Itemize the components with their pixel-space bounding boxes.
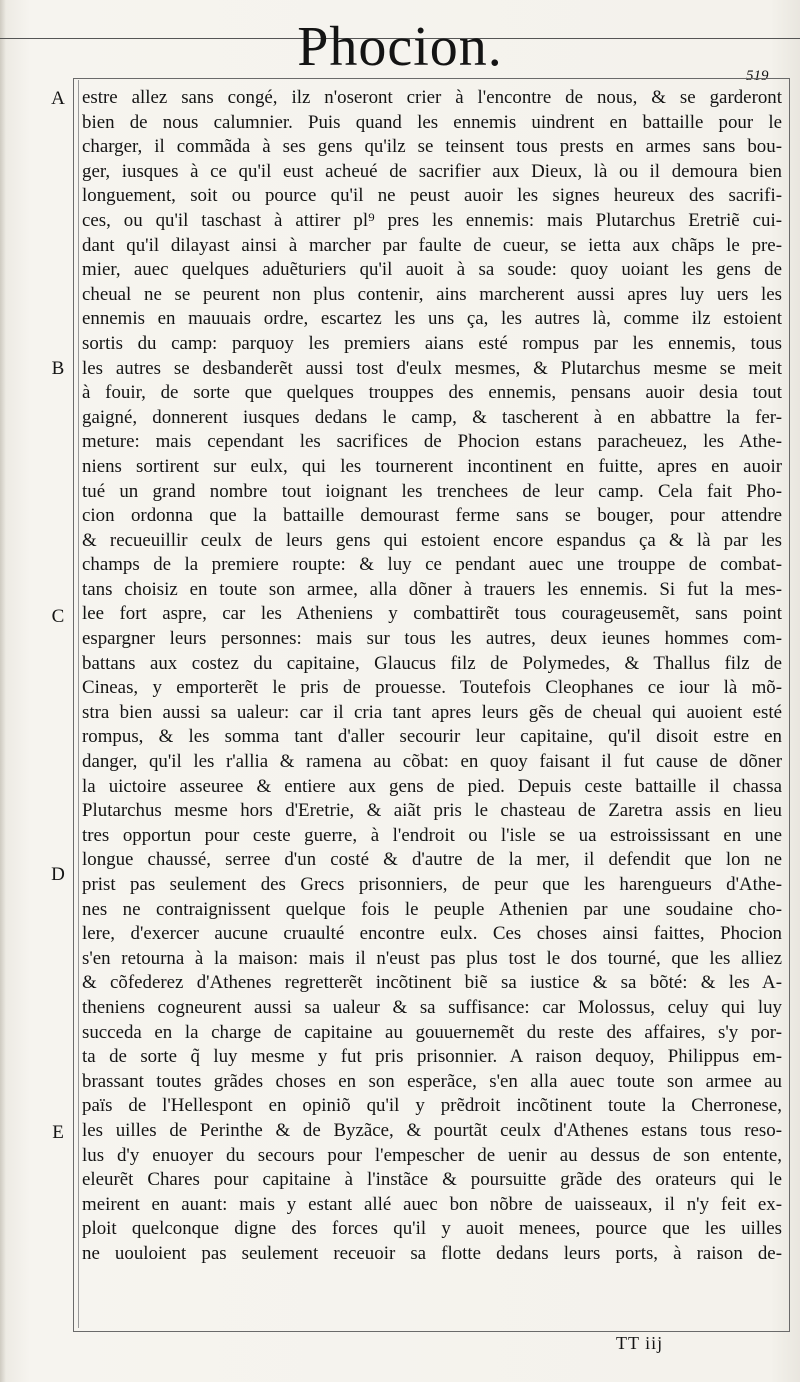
text-line: les uilles de Perinthe & de Byzãce, & pourtãt ceulx d'Athenes estans tous reso- <box>82 1119 782 1141</box>
text-line: meirent en auant: mais y estant allé auec bon nõbre de uaisseaux, il n'y feit ex- <box>82 1193 782 1215</box>
text-line: longue chaussé, serree d'un costé & d'autre de la mer, il defendit que lon ne <box>82 849 782 871</box>
text-line: la uictoire asseuree & entiere aux gens de pied. Depuis ceste battaille il chassa <box>82 775 782 797</box>
marginal-letter-a: A <box>51 88 65 109</box>
marginal-letter-e: E <box>52 1122 64 1143</box>
text-line: cheual ne se peurent non plus contenir, ains marcherent aussi apres luy uers les <box>82 283 782 305</box>
text-line: à fouir, de sorte que quelques trouppes des ennemis, pensans auoir desia tout <box>82 382 782 404</box>
text-line: charger, il commãda à ses gens qu'ilz se teinsent tous prests en armes sans bou- <box>82 136 782 158</box>
marginal-letter-d: D <box>51 864 65 885</box>
text-line: cion ordonna que la battaille demourast ferme sans se bouger, pour attendre <box>82 505 782 527</box>
text-line: lee fort aspre, car les Atheniens y combattirẽt tous courageusemẽt, sans point <box>82 603 782 625</box>
text-line: mier, auec quelques aduẽturiers qu'il auoit à sa soude: quoy uoiant les gens de <box>82 259 782 281</box>
text-line: brassant toutes grãdes choses en son esperãce, s'en alla auec toute son armee au <box>82 1070 782 1092</box>
text-line: estre allez sans congé, ilz n'oseront crier à l'encontre de nous, & se garderont <box>82 87 782 108</box>
text-line: ennemis en mauuais ordre, escartez les uns ça, les autres là, comme ilz estoient <box>82 308 782 330</box>
text-line: sortis du camp: parquoy les premiers aians esté rompus par les ennemis, tous <box>82 332 782 354</box>
text-line: espargner leurs personnes: mais sur tous les autres, deux ieunes hommes com- <box>82 628 782 650</box>
text-line: tres opportun pour ceste guerre, à l'endroit ou l'isle se ua estroississant en une <box>82 824 782 846</box>
page-number: 519 <box>746 68 769 84</box>
text-line: ta de sorte q̃ luy mesme y fut pris prisonnier. A raison dequoy, Philippus em- <box>82 1046 782 1068</box>
text-line: dant qu'il dilayast ainsi à marcher par faulte de cueur, se ietta aux chãps le pre- <box>82 234 782 256</box>
marginal-letter-b: B <box>51 358 65 379</box>
text-line: rompus, & les somma tant d'aller secourir leur capitaine, qu'il disoit estre en <box>82 726 782 748</box>
text-line: les autres se desbanderẽt aussi tost d'eulx mesmes, & Plutarchus mesme se meit <box>82 357 782 379</box>
text-line: ploit quelconque digne des forces qu'il y auoit menees, pource que les uilles <box>82 1218 782 1240</box>
text-line: eleurẽt Chares pour capitaine à l'instãce & poursuitte grãde des orateurs qui le <box>82 1169 782 1191</box>
scan-edge-shadow <box>0 0 6 1382</box>
text-line: champs de la premiere roupte: & luy ce pendant auec une trouppe de combat- <box>82 554 782 576</box>
text-line: succeda en la charge de capitaine au gouuernemẽt du reste des affaires, s'y por- <box>82 1021 782 1043</box>
marginal-letter-c: C <box>51 606 65 627</box>
text-line: Cineas, y emporterẽt le pris de prouesse. Toutefois Cleophanes ce iour là mõ- <box>82 677 782 699</box>
text-line: s'en retourna à la maison: mais il n'eust pas plus tost le dos tourné, que les alliez <box>82 947 782 969</box>
text-line: meture: mais cependant les sacrifices de Phocion estans paracheuez, les Athe- <box>82 431 782 453</box>
text-line: bien de nous calumnier. Puis quand les ennemis uindrent en battaille pour le <box>82 111 782 133</box>
text-line: tué un grand nombre tout ioignant les trenchees de leur camp. Cela fait Pho- <box>82 480 782 502</box>
text-line: danger, qu'il les r'allia & ramena au cõbat: en quoy faisant il fut cause de dõner <box>82 751 782 773</box>
text-line: stra bien aussi sa ualeur: car il cria tant apres leurs gẽs de cheual qui auoient esté <box>82 701 782 723</box>
text-line: lere, d'exercer aucune cruaulté encontre eulx. Ces choses ainsi faittes, Phocion <box>82 923 782 945</box>
text-line: prist pas seulement des Grecs prisonniers, de peur que les harengueurs d'Athe- <box>82 874 782 895</box>
text-line: ne uouloient pas seulement receuoir sa flotte dedans leurs ports, à raison de- <box>82 1242 782 1264</box>
text-line: païs de l'Hellespont en opiniõ qu'il y prẽdroit incõtinent toute la Cherronese, <box>82 1095 782 1117</box>
text-line: lus d'y enuoyer du secours pour l'empescher de uenir au dessus de son entente, <box>82 1144 782 1166</box>
text-line: Plutarchus mesme hors d'Eretrie, & aiãt pris le chasteau de Zaretra assis en lieu <box>82 800 782 822</box>
text-line: & cõfederez d'Athenes regretterẽt incõtinent biẽ sa iustice & sa bõté: & les A- <box>82 972 782 994</box>
text-line: niens sortirent sur eulx, qui les tournerent incontinent en fuitte, apres en auoir <box>82 455 782 477</box>
text-line: theniens cogneurent aussi sa ualeur & sa suffisance: car Molossus, celuy qui luy <box>82 996 782 1018</box>
text-line: ces, ou qu'il taschast à attirer pl⁹ pres les ennemis: mais Plutarchus Eretriẽ cui- <box>82 209 782 231</box>
text-line: longuement, soit ou pource qu'il ne peust auoir les signes heureux des sacrifi- <box>82 185 782 207</box>
signature-mark: TT iij <box>616 1333 664 1353</box>
text-line: battans aux costez du capitaine, Glaucus filz de Polymedes, & Thallus filz de <box>82 652 782 674</box>
text-line: nes ne contraignissent quelque fois le peuple Athenien par une soudaine cho- <box>82 898 782 920</box>
page-title: Phocion. <box>297 16 503 78</box>
margin-rule <box>78 80 79 1328</box>
text-line: ger, iusques à ce qu'il eust acheué de sacrifier aux Dieux, là ou il demoura bien <box>82 160 782 182</box>
text-line: & recueuillir ceulx de leurs gens qui estoient encore espandus ça & là par les <box>82 529 782 551</box>
text-line: tans choisiz en toute son armee, alla dõner à trauers les ennemis. Si fut la mes- <box>82 578 782 600</box>
text-line: gaigné, donnerent iusques dedans le camp, & tascherent à en abbattre la fer- <box>82 406 782 428</box>
body-text <box>82 86 782 1267</box>
